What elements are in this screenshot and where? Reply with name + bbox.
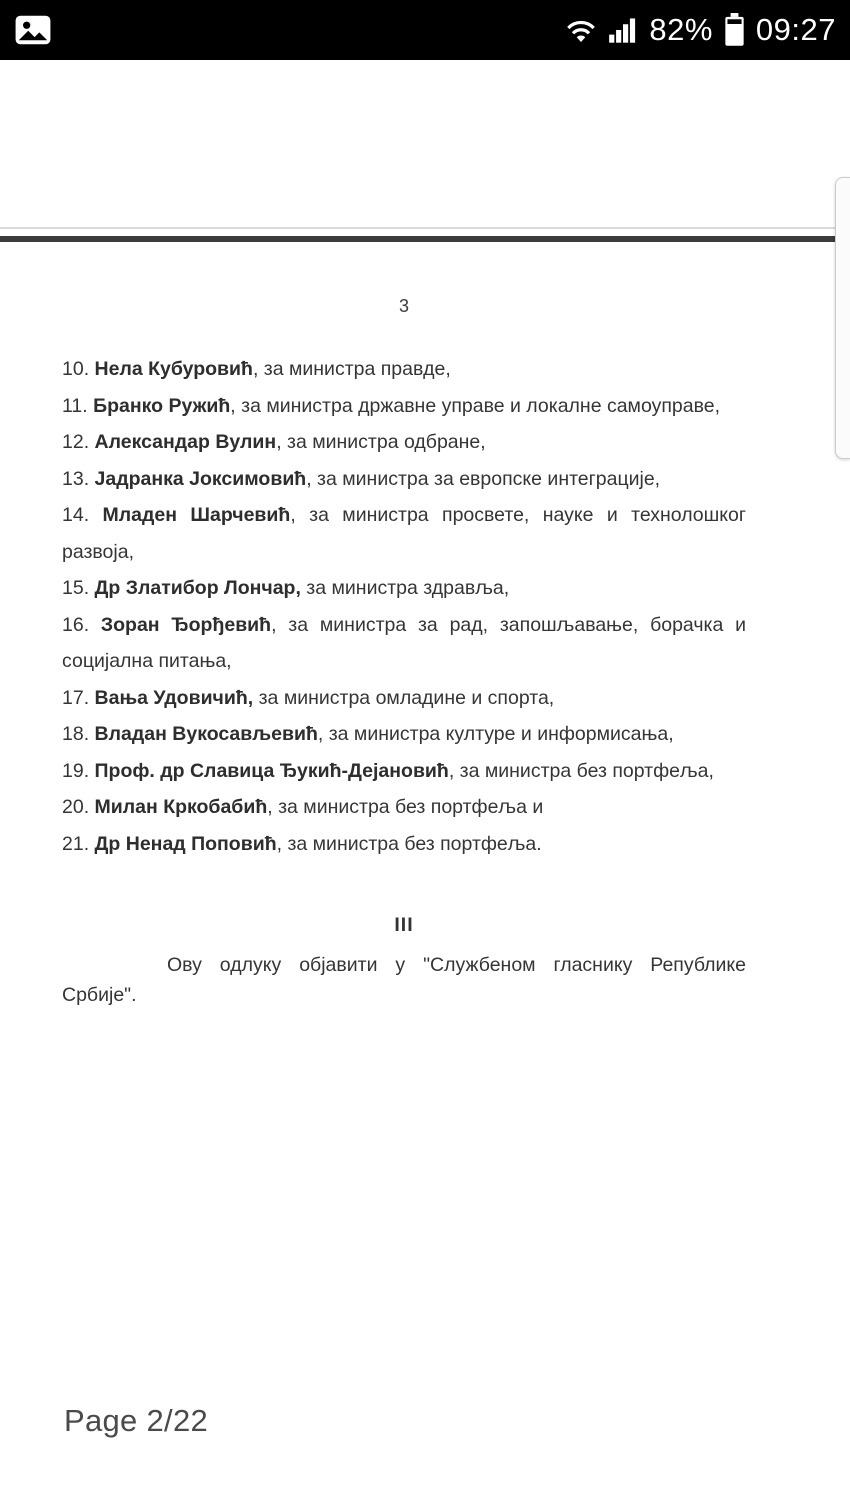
item-number: 10. — [62, 358, 90, 380]
list-item — [62, 753, 746, 790]
list-item — [62, 497, 746, 570]
item-number: 11. — [62, 394, 88, 417]
item-text: , за министра просвете, науке и технолошког развоја, — [62, 504, 747, 563]
page-indicator: Page 2/22 — [64, 1403, 209, 1438]
list-item — [62, 351, 746, 388]
minister-name: Проф. др Славица Ђукић-Дејановић — [94, 759, 449, 782]
item-number: 15. — [62, 577, 90, 599]
list-item — [62, 789, 746, 826]
signal-icon — [608, 15, 638, 45]
doc-page-number: 3 — [398, 296, 409, 316]
battery-icon — [724, 13, 745, 47]
section-heading: III — [394, 914, 414, 936]
item-text: за министра здравља, — [300, 577, 510, 599]
list-item — [62, 461, 746, 498]
minister-name: Др Ненад Поповић — [94, 832, 277, 855]
minister-name: Јадранка Јоксимовић — [94, 467, 307, 490]
list-item — [62, 716, 746, 753]
item-number: 13. — [62, 467, 90, 490]
item-text: , за министра културе и информисања, — [317, 723, 674, 745]
list-item — [62, 607, 746, 680]
item-number: 18. — [62, 723, 90, 745]
item-number: 19. — [62, 759, 90, 782]
minister-name: Др Златибор Лончар, — [94, 577, 301, 599]
item-text: , за министра одбране, — [276, 431, 486, 453]
item-text: , за министра без портфеља, — [448, 759, 714, 782]
item-number: 12. — [62, 431, 90, 453]
item-number: 17. — [62, 686, 90, 709]
wifi-icon — [565, 16, 597, 44]
minister-name: Младен Шарчевић — [102, 504, 291, 526]
item-number: 21. — [62, 832, 90, 855]
item-number: 20. — [62, 796, 90, 818]
minister-name: Милан Кркобабић — [94, 796, 268, 818]
item-text: , за министра правде, — [252, 358, 451, 380]
minister-name: Александар Вулин — [94, 431, 277, 453]
scrollbar-thumb[interactable] — [835, 177, 850, 459]
minister-name: Вања Удовичић, — [94, 686, 254, 709]
list-item — [62, 388, 746, 425]
status-clock: 09:27 — [755, 12, 836, 47]
item-number: 16. — [62, 613, 90, 636]
item-text: , за министра за рад, запошљавање, борачка и социјална питања, — [62, 613, 746, 672]
list-item — [62, 680, 746, 717]
item-text: , за министра без портфеља и — [267, 796, 544, 818]
closing-paragraph: Ову одлуку објавити у "Службеном гласнику Републике Србије". — [62, 954, 746, 1006]
item-text: за министра омладине и спорта, — [253, 686, 555, 709]
status-bar[interactable] — [0, 0, 850, 60]
item-number: 14. — [62, 504, 90, 526]
list-item — [62, 424, 746, 461]
list-item — [62, 570, 746, 607]
item-text: , за министра без портфеља. — [276, 832, 542, 855]
item-text: , за министра државне управе и локалне самоуправе, — [230, 394, 720, 417]
minister-name: Бранко Ружић — [93, 394, 231, 417]
item-text: , за министра за европске интеграције, — [306, 467, 661, 490]
page-separator-light — [0, 227, 850, 229]
minister-name: Владан Вукосављевић — [94, 723, 318, 745]
battery-percent: 82% — [649, 12, 713, 47]
minister-name: Нела Кубуровић — [94, 358, 253, 380]
minister-name: Зоран Ђорђевић — [100, 613, 272, 636]
gallery-notification-icon — [14, 14, 52, 46]
minister-list — [62, 351, 746, 862]
list-item — [62, 826, 746, 863]
